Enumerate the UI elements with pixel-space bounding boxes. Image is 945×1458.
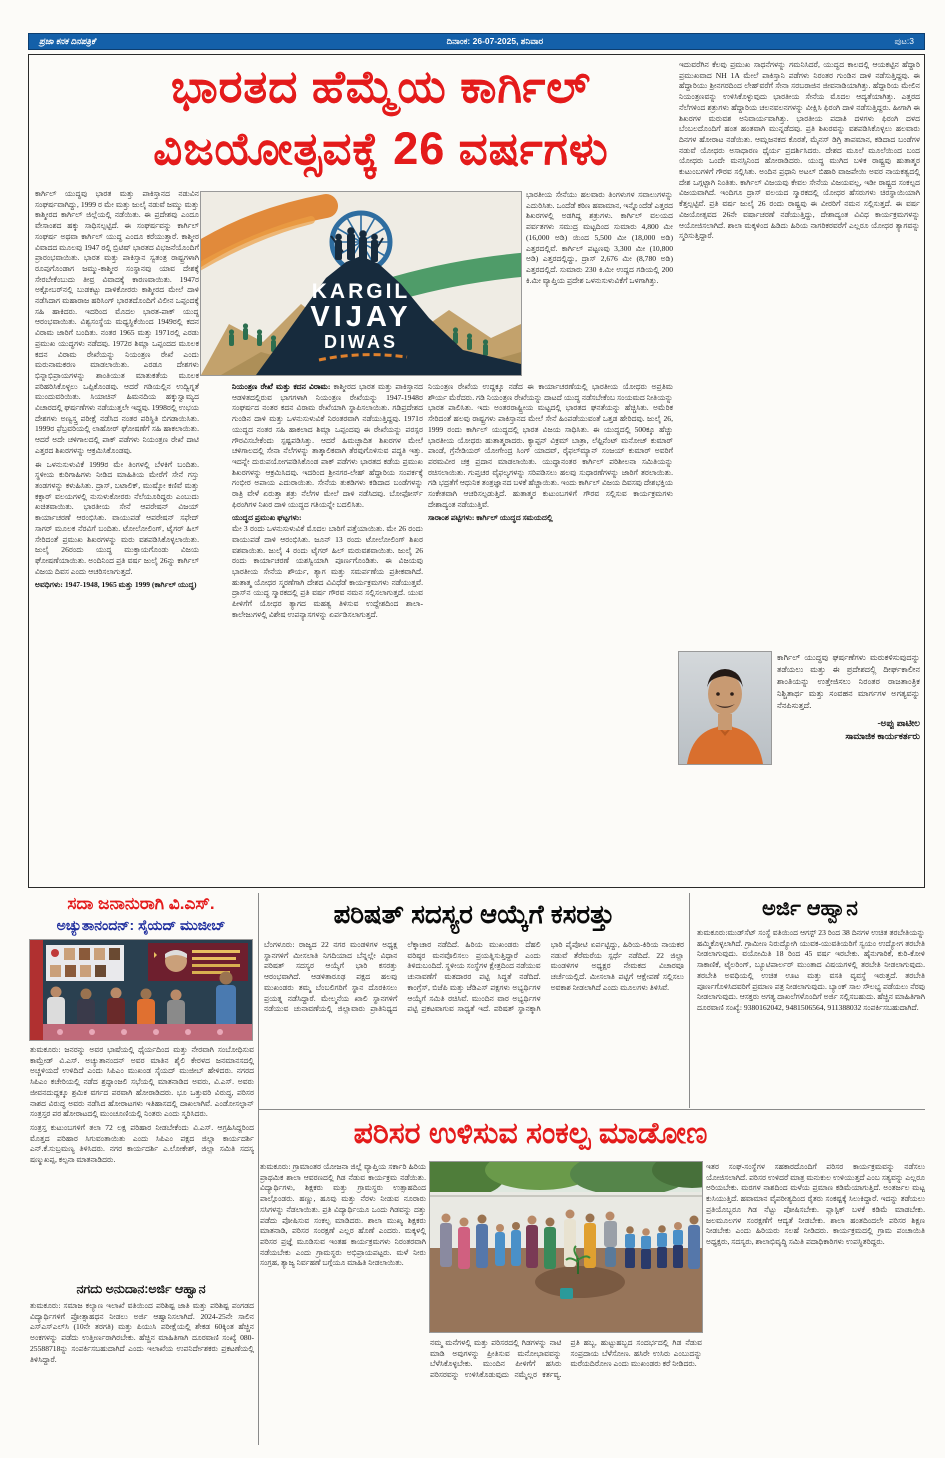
main-col4: [679, 60, 920, 882]
cash-grant-headline: ನಗದು ಅನುದಾನ:ಅರ್ಜಿ ಆಹ್ವಾನ: [76, 1282, 206, 1296]
main-col4-p1: ಇದುವರೆಗಿನ ಕೆಲವು ಪ್ರಮುಖ ಸಾಧನೆಗಳನ್ನು ಗಮನಿಸಿದರೆ, ಯುದ್ಧದ ಕಾಲದಲ್ಲಿ ಆಯಕಟ್ಟಿನ ಹೆದ್ದಾರಿ ಪ್ರಮುಖವಾದ NH 1A ಮೇಲೆ ಪಾಕಿಸ್ತಾನಿ ಪಡೆಗಳು ನಿರಂತರ ಗುಂಡಿನ ದಾಳಿ ನಡೆಸುತ್ತಿದ್ದವು. ಈ ಹೆದ್ದಾರಿಯು ಶ್ರೀನಗರದಿಂದ ಲೇಹ್‌ವರೆಗೆ ಸೇನಾ ಸರಬರಾಜಿನ ಜೀವನಾಡಿಯಾಗಿತ್ತು. ಹೆದ್ದಾರಿಯ ಮೇಲಿನ ನಿಯಂತ್ರಣವನ್ನು ಉಳಿಸಿಕೊಳ್ಳುವುದು ಭಾರತೀಯ ಸೇನೆಯ ಮೊದಲ ಆದ್ಯತೆಯಾಗಿತ್ತು. ಎತ್ತರದ ನೆಲೆಗಳಿಂದ ಶತ್ರುಗಳು ಹೆದ್ದಾರಿಯ ಚಲನವಲನಗಳನ್ನು ವೀಕ್ಷಿಸಿ ಫಿರಂಗಿ ದಾಳಿ ನಡೆಸುತ್ತಿದ್ದರು. ಹೀಗಾಗಿ ಈ ಶಿಖರಗಳ ಮರುವಶ ಅನಿವಾರ್ಯವಾಗಿತ್ತು. ಭಾರತೀಯ ಪದಾತಿ ದಳಗಳು ಫಿರಂಗಿ ದಳದ ಬೆಂಬಲದೊಂದಿಗೆ ಹಂತ ಹಂತವಾಗಿ ಮುನ್ನಡೆದವು. ಪ್ರತಿ ಶಿಖರವನ್ನು ವಶಪಡಿಸಿಕೊಳ್ಳಲು ಹಲವಾರು ದಿನಗಳ ಹೋರಾಟ ನಡೆಯಿತು. ಆಮ್ಲಜನಕದ ಕೊರತೆ, ಮೈನಸ್ ಡಿಗ್ರಿ ತಾಪಮಾನ, ಕಡಿದಾದ ಬಂಡೆಗಳ ನಡುವೆ ಯೋಧರು ಅಸಾಧಾರಣ ಧೈರ್ಯ ಪ್ರದರ್ಶಿಸಿದರು. ದೇಶದ ಮೂಲೆ ಮೂಲೆಯಿಂದ ಬಂದ ಯೋಧರು ಒಂದೇ ಮನಸ್ಸಿನಿಂದ ಹೋರಾಡಿದರು. ಯುದ್ಧ ಮುಗಿದ ಬಳಿಕ ರಾಷ್ಟ್ರವು ಹುತಾತ್ಮರ ಕುಟುಂಬಗಳಿಗೆ ಗೌರವ ಸಲ್ಲಿಸಿತು. ಅಂದಿನ ಪ್ರಧಾನಿ ಅಟಲ್ ಬಿಹಾರಿ ವಾಜಪೇಯಿ ಅವರ ನಾಯಕತ್ವದಲ್ಲಿ ದೇಶ ಒಗ್ಗಟ್ಟಾಗಿ ನಿಂತಿತು. ಕಾರ್ಗಿಲ್ ವಿಜಯವು ಕೇವಲ ಸೇನೆಯ ವಿಜಯವಲ್ಲ, ಇಡೀ ರಾಷ್ಟ್ರದ ಸಂಕಲ್ಪದ ವಿಜಯವಾಗಿದೆ. ಇಂದಿಗೂ ದ್ರಾಸ್ ವಲಯದ ಸ್ಮಾರಕದಲ್ಲಿ ಯೋಧರ ಹೆಸರುಗಳು ಚಿರಸ್ಥಾಯಿಯಾಗಿ ಕೆತ್ತಲ್ಪಟ್ಟಿವೆ. ಪ್ರತಿ ವರ್ಷ ಜುಲೈ 26 ರಂದು ರಾಷ್ಟ್ರವು ಈ ವೀರರಿಗೆ ನಮನ ಸಲ್ಲಿಸುತ್ತದೆ. ಈ ವರ್ಷ ವಿಜಯೋತ್ಸವದ 26ನೇ ವರ್ಷಾಚರಣೆ ನಡೆಯುತ್ತಿದ್ದು, ದೇಶಾದ್ಯಂತ ವಿವಿಧ ಕಾರ್ಯಕ್ರಮಗಳನ್ನು ಆಯೋಜಿಸಲಾಗಿದೆ. ಶಾಲಾ ಮಕ್ಕಳಿಂದ ಹಿಡಿದು ಹಿರಿಯ ನಾಗರಿಕರವರೆಗೆ ಎಲ್ಲರೂ ಯೋಧರ ತ್ಯಾಗವನ್ನು ಸ್ಮರಿಸುತ್ತಿದ್ದಾರೆ.: [679, 60, 920, 241]
main-col1-p1: ಕಾರ್ಗಿಲ್ ಯುದ್ಧವು ಭಾರತ ಮತ್ತು ಪಾಕಿಸ್ತಾನದ ನಡುವಿನ ಸಂಘರ್ಷವಾಗಿದ್ದು, 1999 ರ ಮೇ ಮತ್ತು ಜುಲೈ ನಡುವೆ ಜಮ್ಮು ಮತ್ತು ಕಾಶ್ಮೀರದ ಕಾರ್ಗಿಲ್ ಜಿಲ್ಲೆಯಲ್ಲಿ ನಡೆಯಿತು. ಈ ಪ್ರದೇಶವು ಎಂದೂ ವೇಸಾಂಶದ ಹಕ್ಕು ಸಾಧಿಸಲ್ಪಟ್ಟಿದೆ. ಈ ಸಂಘರ್ಷವನ್ನು ಕಾರ್ಗಿಲ್ ಸಂಘರ್ಷ ಅಥವಾ ಕಾರ್ಗಿಲ್ ಯುದ್ಧ ಎಂದೂ ಕರೆಯುತ್ತಾರೆ. ಕಾಶ್ಮೀರ ವಿವಾದದ ಮೂಲವು 1947 ರಲ್ಲಿ ಬ್ರಿಟಿಷ್ ಭಾರತದ ವಿಭಜನೆಯೊಂದಿಗೆ ಪ್ರಾರಂಭವಾಯಿತು. ಭಾರತ ಮತ್ತು ಪಾಕಿಸ್ತಾನ ಸ್ವತಂತ್ರ ರಾಷ್ಟ್ರಗಳಾಗಿ ರೂಪುಗೊಂಡಾಗ ಜಮ್ಮು-ಕಾಶ್ಮೀರ ಸಂಸ್ಥಾನವು ಯಾವ ದೇಶಕ್ಕೆ ಸೇರಬೇಕೆಂಬುದು ತೀವ್ರ ವಿವಾದಕ್ಕೆ ಕಾರಣವಾಯಿತು. 1947ರ ಅಕ್ಟೋಬರ್‌ನಲ್ಲಿ ಬುಡಕಟ್ಟು ದಾಳಿಕೋರರು ಕಾಶ್ಮೀರದ ಮೇಲೆ ದಾಳಿ ನಡೆಸಿದಾಗ ಮಹಾರಾಜ ಹರಿಸಿಂಗ್ ಭಾರತದೊಂದಿಗೆ ವಿಲೀನ ಒಪ್ಪಂದಕ್ಕೆ ಸಹಿ ಹಾಕಿದರು. ಇದರಿಂದ ಮೊದಲ ಭಾರತ-ಪಾಕ್ ಯುದ್ಧ ಆರಂಭವಾಯಿತು. ವಿಶ್ವಸಂಸ್ಥೆಯ ಮಧ್ಯಸ್ಥಿಕೆಯಿಂದ 1949ರಲ್ಲಿ ಕದನ ವಿರಾಮ ಜಾರಿಗೆ ಬಂದಿತು. ನಂತರ 1965 ಮತ್ತು 1971ರಲ್ಲಿ ಎರಡು ಪ್ರಮುಖ ಯುದ್ಧಗಳು ನಡೆದವು. 1972ರ ಶಿಮ್ಲಾ ಒಪ್ಪಂದದ ಮೂಲಕ ಕದನ ವಿರಾಮ ರೇಖೆಯನ್ನು ನಿಯಂತ್ರಣ ರೇಖೆ ಎಂದು ಮರುನಾಮಕರಣ ಮಾಡಲಾಯಿತು. ಎರಡೂ ದೇಶಗಳು ಭಿನ್ನಾಭಿಪ್ರಾಯಗಳನ್ನು ಶಾಂತಿಯುತ ಮಾತುಕತೆಯ ಮೂಲಕ ಪರಿಹರಿಸಿಕೊಳ್ಳಲು ಒಪ್ಪಿಕೊಂಡವು. ಆದರೆ ಗಡಿಯಲ್ಲಿನ ಉದ್ವಿಗ್ನತೆ ಮುಂದುವರಿಯಿತು. ಸಿಯಾಚಿನ್ ಹಿಮನದಿಯ ಹಕ್ಕುಸ್ವಾಮ್ಯದ ವಿಚಾರದಲ್ಲಿ ಘರ್ಷಣೆಗಳು ನಡೆಯುತ್ತಲೇ ಇದ್ದವು. 1998ರಲ್ಲಿ ಉಭಯ ದೇಶಗಳು ಅಣ್ವಸ್ತ್ರ ಪರೀಕ್ಷೆ ನಡೆಸಿದ ನಂತರ ಪರಿಸ್ಥಿತಿ ಬಿಗಡಾಯಿಸಿತು. 1999ರ ಫೆಬ್ರವರಿಯಲ್ಲಿ ಲಾಹೋರ್ ಘೋಷಣೆಗೆ ಸಹಿ ಹಾಕಲಾಯಿತು. ಆದರೆ ಅದೇ ಚಳಿಗಾಲದಲ್ಲಿ ಪಾಕ್ ಪಡೆಗಳು ನಿಯಂತ್ರಣ ರೇಖೆ ದಾಟಿ ಎತ್ತರದ ಶಿಖರಗಳನ್ನು ಆಕ್ರಮಿಸಿಕೊಂಡವು.: [35, 189, 199, 455]
tree-planting-photo: [430, 1162, 702, 1332]
main-col2-lead: ನಿಯಂತ್ರಣ ರೇಖೆ ಮತ್ತು ಕದನ ವಿರಾಮ:: [232, 382, 331, 391]
author-portrait-photo: [679, 652, 771, 764]
vijay-word: VIJAY: [310, 301, 412, 333]
page-number: ಪುಟ:3: [894, 36, 914, 46]
parisara-headline: ಪರಿಸರ ಉಳಿಸುವ ಸಂಕಲ್ಪ ಮಾಡೋಣ: [353, 1117, 708, 1150]
water-bucket: [560, 1288, 573, 1299]
main-col2-p2: ಮೇ 3 ರಂದು ಒಳನುಸುಳುವಿಕೆ ಮೊದಲ ಬಾರಿಗೆ ಪತ್ತೆಯಾಯಿತು. ಮೇ 26 ರಂದು ವಾಯುಪಡೆ ದಾಳಿ ಆರಂಭಿಸಿತು. ಜೂನ್ 13 ರಂದು ಟೋಲೋಲಿಂಗ್ ಶಿಖರ ವಶವಾಯಿತು. ಜುಲೈ 4 ರಂದು ಟೈಗರ್ ಹಿಲ್ ಮರುವಶವಾಯಿತು. ಜುಲೈ 26 ರಂದು ಕಾರ್ಯಾಚರಣೆ ಯಶಸ್ವಿಯಾಗಿ ಪೂರ್ಣಗೊಂಡಿತು. ಈ ವಿಜಯವು ಭಾರತೀಯ ಸೇನೆಯ ಶೌರ್ಯ, ತ್ಯಾಗ ಮತ್ತು ಸಮರ್ಪಣೆಯ ಪ್ರತೀಕವಾಗಿದೆ. ಹುತಾತ್ಮ ಯೋಧರ ಸ್ಮರಣೆಗಾಗಿ ದೇಶದ ವಿವಿಧೆಡೆ ಕಾರ್ಯಕ್ರಮಗಳು ನಡೆಯುತ್ತವೆ. ದ್ರಾಸ್‌ನ ಯುದ್ಧ ಸ್ಮಾರಕದಲ್ಲಿ ಪ್ರತಿ ವರ್ಷ ಗೌರವ ನಮನ ಸಲ್ಲಿಸಲಾಗುತ್ತದೆ. ಯುವ ಪೀಳಿಗೆಗೆ ಯೋಧರ ತ್ಯಾಗದ ಮಹತ್ವ ತಿಳಿಸುವ ಉದ್ದೇಶದಿಂದ ಶಾಲಾ-ಕಾಲೇಜುಗಳಲ್ಲಿ ವಿಶೇಷ ಉಪನ್ಯಾಸಗಳನ್ನು ಏರ್ಪಡಿಸಲಾಗುತ್ತದೆ.: [232, 524, 423, 619]
neck: [718, 714, 732, 730]
main-col4-p2: ಕಾರ್ಗಿಲ್ ಯುದ್ಧವು ಘರ್ಷಣೆಗಳು ಮರುಕಳಿಸುವುದನ್ನು ತಡೆಯಲು ಮತ್ತು ಈ ಪ್ರದೇಶದಲ್ಲಿ ದೀರ್ಘಕಾಲೀನ ಶಾಂತಿಯನ್ನು ಉತ್ತೇಜಿಸಲು ನಿರಂತರ ರಾಜತಾಂತ್ರಿಕ ನಿಶ್ಚಿತಾರ್ಥ ಮತ್ತು ಸಂವಹನ ಮಾರ್ಗಗಳ ಅಗತ್ಯವನ್ನು ನೆನಪಿಸುತ್ತದೆ.: [777, 653, 920, 710]
parishat-body: ಬೆಂಗಳೂರು: ರಾಜ್ಯದ 22 ನಗರ ಮಂಡಳಿಗಳ ಅಧ್ಯಕ್ಷ ಸ್ಥಾನಗಳಿಗೆ ಮೀಸಲಾತಿ ನಿಗದಿಯಾದ ಬೆನ್ನಲ್ಲೇ ವಿಧಾನ ಪರಿಷತ್ ಸದಸ್ಯರ ಆಯ್ಕೆಗೆ ಭಾರಿ ಕಸರತ್ತು ಆರಂಭವಾಗಿದೆ. ಆಡಳಿತಾರೂಢ ಪಕ್ಷದ ಹಲವು ಮುಖಂಡರು ತಮ್ಮ ಬೆಂಬಲಿಗರಿಗೆ ಸ್ಥಾನ ದೊರಕಿಸಲು ಪ್ರಯತ್ನ ನಡೆಸಿದ್ದಾರೆ. ಮೇಲ್ಮನೆಯ ಖಾಲಿ ಸ್ಥಾನಗಳಿಗೆ ನಡೆಯುವ ಚುನಾವಣೆಯಲ್ಲಿ ಜಿಲ್ಲಾವಾರು ಪ್ರಾತಿನಿಧ್ಯದ ಲೆಕ್ಕಾಚಾರ ನಡೆದಿದೆ. ಹಿರಿಯ ಮುಖಂಡರು ದೆಹಲಿ ವರಿಷ್ಠರ ಮನವೊಲಿಸಲು ಪ್ರಯತ್ನಿಸುತ್ತಿದ್ದಾರೆ ಎಂದು ತಿಳಿದುಬಂದಿದೆ. ಸ್ಥಳೀಯ ಸಂಸ್ಥೆಗಳ ಕ್ಷೇತ್ರದಿಂದ ನಡೆಯುವ ಚುನಾವಣೆಗೆ ಮತದಾರರ ಪಟ್ಟಿ ಸಿದ್ಧತೆ ನಡೆದಿದೆ. ಕಾಂಗ್ರೆಸ್, ಬಿಜೆಪಿ ಮತ್ತು ಜೆಡಿಎಸ್ ಪಕ್ಷಗಳು ಅಭ್ಯರ್ಥಿಗಳ ಆಯ್ಕೆಗೆ ಸಮಿತಿ ರಚಿಸಿವೆ. ಮುಂದಿನ ವಾರ ಅಭ್ಯರ್ಥಿಗಳ ಪಟ್ಟಿ ಪ್ರಕಟವಾಗುವ ಸಾಧ್ಯತೆ ಇದೆ. ಪರಿಷತ್ ಸ್ಥಾನಕ್ಕಾಗಿ ಭಾರಿ ಪೈಪೋಟಿ ಏರ್ಪಟ್ಟಿದ್ದು, ಹಿರಿಯ-ಕಿರಿಯ ನಾಯಕರ ನಡುವೆ ತೆರೆಮರೆಯ ಸ್ಪರ್ಧೆ ನಡೆದಿದೆ. 22 ಜಿಲ್ಲಾ ಮಂಡಳಿಗಳ ಅಧ್ಯಕ್ಷರ ನೇಮಕದ ವಿಚಾರವೂ ಚರ್ಚೆಯಲ್ಲಿದೆ. ಮೀಸಲಾತಿ ಪಟ್ಟಿಗೆ ಆಕ್ಷೇಪಣೆ ಸಲ್ಲಿಸಲು ಅವಕಾಶ ನೀಡಲಾಗಿದೆ ಎಂದು ಮೂಲಗಳು ತಿಳಿಸಿವೆ.: [264, 940, 684, 1014]
main-col1-summary: ಅವಧಿಗಳು: 1947-1948, 1965 ಮತ್ತು 1999 (ಕಾರ್ಗಿಲ್ ಯುದ್ಧ): [35, 580, 197, 590]
author-side-text: [771, 652, 920, 764]
edition-date: ದಿನಾಂಕ: 26-07-2025, ಶನಿವಾರ: [446, 36, 544, 46]
vs-headline-line2: ಅಚ್ಯುತಾನಂದನ್: ಸೈಯದ್ ಮುಜೀಬ್: [56, 917, 226, 933]
main-headline-line1: ಭಾರತದ ಹೆಮ್ಮೆಯ ಕಾರ್ಗಿಲ್: [170, 61, 592, 112]
kargil-artwork: [201, 192, 521, 375]
main-col3top-p1: ಭಾರತೀಯ ಸೇನೆಯು ಹಲವಾರು ತಿಂಗಳುಗಳ ಸವಾಲುಗಳನ್ನು ಎದುರಿಸಿತು. ಒಂದೆಡೆ ಕಠಿಣ ಹವಾಮಾನ, ಇನ್ನೊಂದೆಡೆ ಎತ್ತರದ ಶಿಖರಗಳಲ್ಲಿ ಅಡಗಿದ್ದ ಶತ್ರುಗಳು. ಕಾರ್ಗಿಲ್ ವಲಯದ ಪರ್ವತಗಳು ಸಮುದ್ರ ಮಟ್ಟದಿಂದ ಸುಮಾರು 4,800 ಮೀ (16,000 ಅಡಿ) ಯಿಂದ 5,500 ಮೀ (18,000 ಅಡಿ) ಎತ್ತರದಲ್ಲಿವೆ. ಕಾರ್ಗಿಲ್ ಪಟ್ಟಣವು 3,300 ಮೀ (10,800 ಅಡಿ) ಎತ್ತರದಲ್ಲಿದ್ದು, ದ್ರಾಸ್ 2,676 ಮೀ (8,780 ಅಡಿ) ಎತ್ತರದಲ್ಲಿದೆ. ಸುಮಾರು 230 ಕಿ.ಮೀ ಉದ್ದದ ಗಡಿಯಲ್ಲಿ 200 ಕಿ.ಮೀ ವ್ಯಾಪ್ತಿಯ ಪ್ರದೇಶ ಒಳನುಸುಳುವಿಕೆಗೆ ಒಳಗಾಗಿತ್ತು.: [526, 190, 673, 285]
main-col2-subhead: ಯುದ್ಧದ ಪ್ರಮುಖ ಘಟ್ಟಗಳು:: [232, 513, 302, 523]
left-eye: [716, 692, 720, 696]
main-article: [28, 54, 925, 888]
dug-soil-patch: [535, 1266, 625, 1298]
vs-body: [30, 1045, 254, 1277]
kargil-word: KARGIL: [311, 280, 411, 303]
main-col1-p2: ಈ ಒಳನುಸುಳುವಿಕೆ 1999ರ ಮೇ ತಿಂಗಳಲ್ಲಿ ಬೆಳಕಿಗೆ ಬಂದಿತು. ಸ್ಥಳೀಯ ಕುರಿಗಾಹಿಗಳು ನೀಡಿದ ಮಾಹಿತಿಯ ಮೇರೆಗೆ ಸೇನೆ ಗಸ್ತು ತಂಡಗಳನ್ನು ಕಳುಹಿಸಿತು. ದ್ರಾಸ್, ಬಟಾಲಿಕ್, ಮುಷ್ಕೋ ಕಣಿವೆ ಮತ್ತು ಕಕ್ಸಾರ್ ವಲಯಗಳಲ್ಲಿ ನುಸುಳುಕೋರರು ನೆಲೆಯೂರಿದ್ದರು ಎಂಬುದು ಖಚಿತವಾಯಿತು. ಭಾರತೀಯ ಸೇನೆ ಆಪರೇಷನ್ ವಿಜಯ್ ಕಾರ್ಯಾಚರಣೆ ಆರಂಭಿಸಿತು. ವಾಯುಪಡೆ ಆಪರೇಷನ್ ಸಫೇದ್ ಸಾಗರ್ ಮೂಲಕ ನೆರವಿಗೆ ಬಂದಿತು. ಟೋಲೋಲಿಂಗ್, ಟೈಗರ್ ಹಿಲ್ ಸೇರಿದಂತೆ ಪ್ರಮುಖ ಶಿಖರಗಳನ್ನು ಮರು ವಶಪಡಿಸಿಕೊಳ್ಳಲಾಯಿತು. ಜುಲೈ 26ರಂದು ಯುದ್ಧ ಮುಕ್ತಾಯಗೊಂಡು ವಿಜಯ ಘೋಷಣೆಯಾಯಿತು. ಅಂದಿನಿಂದ ಪ್ರತಿ ವರ್ಷ ಜುಲೈ 26ನ್ನು ಕಾರ್ಗಿಲ್ ವಿಜಯ ದಿವಸ ಎಂದು ಆಚರಿಸಲಾಗುತ್ತದೆ.: [35, 459, 199, 576]
main-col3-p1: ನಿಯಂತ್ರಣ ರೇಖೆಯ ಉದ್ದಕ್ಕೂ ನಡೆದ ಈ ಕಾರ್ಯಾಚರಣೆಯಲ್ಲಿ ಭಾರತೀಯ ಯೋಧರು ಅಪ್ರತಿಮ ಶೌರ್ಯ ಮೆರೆದರು. ಗಡಿ ನಿಯಂತ್ರಣ ರೇಖೆಯನ್ನು ದಾಟದೆ ಯುದ್ಧ ನಡೆಸಬೇಕೆಂಬ ಸಂಯಮದ ನೀತಿಯನ್ನು ಭಾರತ ಪಾಲಿಸಿತು. ಇದು ಅಂತರರಾಷ್ಟ್ರೀಯ ಮಟ್ಟದಲ್ಲಿ ಭಾರತದ ಘನತೆಯನ್ನು ಹೆಚ್ಚಿಸಿತು. ಅಮೆರಿಕ ಸೇರಿದಂತೆ ಹಲವು ರಾಷ್ಟ್ರಗಳು ಪಾಕಿಸ್ತಾನದ ಮೇಲೆ ಸೇನೆ ಹಿಂಪಡೆಯುವಂತೆ ಒತ್ತಡ ಹೇರಿದವು. ಜುಲೈ 26, 1999 ರಂದು ಕಾರ್ಗಿಲ್ ಯುದ್ಧದಲ್ಲಿ ಭಾರತ ವಿಜಯ ಸಾಧಿಸಿತು. ಈ ಯುದ್ಧದಲ್ಲಿ 500ಕ್ಕೂ ಹೆಚ್ಚು ಭಾರತೀಯ ಯೋಧರು ಹುತಾತ್ಮರಾದರು. ಕ್ಯಾಪ್ಟನ್ ವಿಕ್ರಮ್ ಬಾತ್ರಾ, ಲೆಫ್ಟಿನೆಂಟ್ ಮನೋಜ್ ಕುಮಾರ್ ಪಾಂಡೆ, ಗ್ರೆನೇಡಿಯರ್ ಯೋಗೇಂದ್ರ ಸಿಂಗ್ ಯಾದವ್, ರೈಫಲ್‌ಮ್ಯಾನ್ ಸಂಜಯ್ ಕುಮಾರ್ ಅವರಿಗೆ ಪರಮವೀರ ಚಕ್ರ ಪ್ರದಾನ ಮಾಡಲಾಯಿತು. ಯುದ್ಧಾನಂತರ ಕಾರ್ಗಿಲ್ ಪರಿಶೀಲನಾ ಸಮಿತಿಯನ್ನು ರಚಿಸಲಾಯಿತು. ಗುಪ್ತಚರ ವೈಫಲ್ಯಗಳನ್ನು ಸರಿಪಡಿಸಲು ಹಲವು ಸುಧಾರಣೆಗಳನ್ನು ಜಾರಿಗೆ ತರಲಾಯಿತು. ಗಡಿ ಭದ್ರತೆಗೆ ಆಧುನಿಕ ತಂತ್ರಜ್ಞಾನದ ಬಳಕೆ ಹೆಚ್ಚಾಯಿತು. ಇಂದು ಕಾರ್ಗಿಲ್ ವಿಜಯ ದಿವಸವು ದೇಶಭಕ್ತಿಯ ಸಂಕೇತವಾಗಿ ಆಚರಿಸಲ್ಪಡುತ್ತಿದೆ. ಹುತಾತ್ಮರ ಕುಟುಂಬಗಳಿಗೆ ಗೌರವ ಸಲ್ಲಿಸುವ ಕಾರ್ಯಕ್ರಮಗಳು ದೇಶಾದ್ಯಂತ ನಡೆಯುತ್ತಿವೆ.: [428, 382, 673, 509]
vs-body-p2: ಸಂತ್ರಸ್ತ ಕುಟುಂಬಗಳಿಗೆ ತಲಾ 72 ಲಕ್ಷ ಪರಿಹಾರ ನೀಡಬೇಕೆಂದು ವಿ.ಎಸ್. ಆಗ್ರಹಿಸಿದ್ದರಿಂದ ಮೊತ್ತದ ಪರಿಹಾರ ಸಿಗುವಂತಾಯಿತು ಎಂದು ಸಿಪಿಎಂ ಪಕ್ಷದ ಜಿಲ್ಲಾ ಕಾರ್ಯದರ್ಶಿ ಎನ್.ಕೆ.ಸುಬ್ರಮಣ್ಯ ತಿಳಿಸಿದರು. ನಗರ ಕಾರ್ಯದರ್ಶಿ ಎ.ಲೋಕೇಶ್, ಜಿಲ್ಲಾ ಸಮಿತಿ ಸದಸ್ಯ ಷಣ್ಮುಖಪ್ಪ, ಕಲ್ಪನಾ ಮಾತನಾಡಿದರು.: [30, 1122, 254, 1165]
vs-body-p1: ತುಮಕೂರು: ಜನರನ್ನು ಅವರ ಭಾಷೆಯಲ್ಲಿ ಧೈರ್ಯದಿಂದ ಮತ್ತು ನೇರವಾಗಿ ಸಂಬೋಧಿಸುವ ಕಾಮ್ರೇಡ್ ವಿ.ಎಸ್. ಅಚ್ಯುತಾನಂದನ್ ಅವರ ಮಾತಿನ ಶೈಲಿ ಕೇರಳದ ಜನಮಾನಸದಲ್ಲಿ ಅಚ್ಚಳಿಯದೆ ಉಳಿದಿದೆ ಎಂದು ಸಿಪಿಎಂ ಮುಖಂಡ ಸೈಯದ್ ಮುಜೀಬ್ ಹೇಳಿದರು. ನಗರದ ಸಿಪಿಎಂ ಕಚೇರಿಯಲ್ಲಿ ನಡೆದ ಶ್ರದ್ಧಾಂಜಲಿ ಸಭೆಯಲ್ಲಿ ಮಾತನಾಡಿದ ಅವರು, ವಿ.ಎಸ್. ಅವರು ಜೀವನದುದ್ದಕ್ಕೂ ಶ್ರಮಿಕ ವರ್ಗದ ಪರವಾಗಿ ಹೋರಾಡಿದರು. ಭೂ ಒತ್ತುವರಿ ವಿರುದ್ಧ, ಪರಿಸರ ನಾಶದ ವಿರುದ್ಧ ಅವರು ನಡೆಸಿದ ಹೋರಾಟಗಳು ಇತಿಹಾಸದಲ್ಲಿ ದಾಖಲಾಗಿವೆ. ಎಂಡೋಸಲ್ಫಾನ್ ಸಂತ್ರಸ್ತರ ಪರ ಹೋರಾಟದಲ್ಲಿ ಮುಂಚೂಣಿಯಲ್ಲಿ ನಿಂತರು ಎಂದು ಸ್ಮರಿಸಿದರು.: [30, 1045, 254, 1119]
event-photo-illustration: [30, 940, 252, 1040]
main-col2: [232, 382, 423, 881]
kargil-vijay-diwas-image: [201, 192, 521, 375]
main-col3: [428, 382, 673, 881]
vertical-divider-right: [689, 893, 690, 1108]
main-col3-top: [526, 190, 673, 378]
arji-headline: ಅರ್ಜಿ ಆಹ್ವಾನ: [762, 897, 858, 920]
main-col3-summary: ಸಾರಾಂಶ ಪಟ್ಟಿಗಳು: ಕಾರ್ಗಿಲ್ ಯುದ್ಧದ ಸಮಯದಲ್ಲಿ: [428, 513, 553, 523]
vs-headline-line1: ಸದಾ ಜನಾನುರಾಗಿ ವಿ.ಎಸ್.: [67, 894, 215, 913]
kargil-title-text: [310, 280, 411, 352]
author-block: [679, 652, 920, 764]
horizontal-divider: [258, 1109, 925, 1110]
author-signature: -ಅಪ್ಪು ಪಾಟೀಲ: [877, 718, 920, 728]
vertical-divider-left: [258, 893, 259, 1445]
right-eye: [730, 692, 734, 696]
masthead-bar: [28, 33, 925, 50]
diwas-word: DIWAS: [323, 332, 399, 352]
parisara-left-col: ತುಮಕೂರು: ಗ್ರಾಮಾಂತರ ಯೋಜನಾ ಜಿಲ್ಲೆ ವ್ಯಾಪ್ತಿಯ ಸರ್ಕಾರಿ ಹಿರಿಯ ಪ್ರಾಥಮಿಕ ಶಾಲಾ ಆವರಣದಲ್ಲಿ ಗಿಡ ನೆಡುವ ಕಾರ್ಯಕ್ರಮ ನಡೆಯಿತು. ವಿದ್ಯಾರ್ಥಿಗಳು, ಶಿಕ್ಷಕರು ಮತ್ತು ಗ್ರಾಮಸ್ಥರು ಉತ್ಸಾಹದಿಂದ ಪಾಲ್ಗೊಂಡರು. ಹಣ್ಣು, ಹೂವು ಮತ್ತು ನೆರಳು ನೀಡುವ ನೂರಾರು ಸಸಿಗಳನ್ನು ನೆಡಲಾಯಿತು. ಪ್ರತಿ ವಿದ್ಯಾರ್ಥಿಯೂ ಒಂದು ಗಿಡವನ್ನು ದತ್ತು ಪಡೆದು ಪೋಷಿಸುವ ಸಂಕಲ್ಪ ಮಾಡಿದರು. ಶಾಲಾ ಮುಖ್ಯ ಶಿಕ್ಷಕರು ಮಾತನಾಡಿ, ಪರಿಸರ ಸಂರಕ್ಷಣೆ ಎಲ್ಲರ ಹೊಣೆ ಎಂದರು. ಮಕ್ಕಳಲ್ಲಿ ಪರಿಸರ ಪ್ರಜ್ಞೆ ಮೂಡಿಸುವ ಇಂತಹ ಕಾರ್ಯಕ್ರಮಗಳು ನಿರಂತರವಾಗಿ ನಡೆಯಬೇಕು ಎಂದು ಗ್ರಾಮಸ್ಥರು ಅಭಿಪ್ರಾಯಪಟ್ಟರು. ಮಳೆ ನೀರು ಸಂಗ್ರಹ, ತ್ಯಾಜ್ಯ ನಿರ್ವಹಣೆ ಬಗ್ಗೆಯೂ ಮಾಹಿತಿ ನೀಡಲಾಯಿತು.: [260, 1162, 426, 1268]
tree-photo-illustration: [430, 1162, 702, 1332]
maroon-banner: [148, 943, 248, 981]
vs-event-photo: [30, 940, 252, 1040]
main-col1: [35, 189, 199, 881]
parisara-below-photo: ನಮ್ಮ ಮನೆಗಳಲ್ಲಿ ಮತ್ತು ಪರಿಸರದಲ್ಲಿ ಗಿಡಗಳನ್ನು ನಾಟಿ ಮಾಡಿ ಅವುಗಳನ್ನು ಪ್ರೀತಿಸುವ ಮನೋಭಾವವನ್ನು ಬೆಳೆಸಿಕೊಳ್ಳಬೇಕು. ಮುಂದಿನ ಪೀಳಿಗೆಗೆ ಹಸಿರು ಪರಿಸರವನ್ನು ಉಳಿಸಿಕೊಡುವುದು ನಮ್ಮೆಲ್ಲರ ಕರ್ತವ್ಯ. ಪ್ರತಿ ಹಬ್ಬ, ಹುಟ್ಟುಹಬ್ಬದ ಸಂದರ್ಭದಲ್ಲಿ ಗಿಡ ನೆಡುವ ಸಂಪ್ರದಾಯ ಬೆಳೆಸೋಣ. ಹಸಿರೇ ಉಸಿರು ಎಂಬುದನ್ನು ಮರೆಯದಿರೋಣ ಎಂದು ಮುಖಂಡರು ಕರೆ ನೀಡಿದರು.: [430, 1338, 702, 1380]
main-headline-line2: ವಿಜಯೋತ್ಸವಕ್ಕೆ 26 ವರ್ಷಗಳು: [153, 123, 609, 174]
newspaper-brand: ಪ್ರಜಾ ಕನಕ ದಿನಪತ್ರಿಕೆ: [39, 36, 96, 46]
parisara-right-col: ಇತರ ಸಂಘ-ಸಂಸ್ಥೆಗಳ ಸಹಕಾರದೊಂದಿಗೆ ಪರಿಸರ ಕಾರ್ಯಕ್ರಮವನ್ನು ನಡೆಸಲು ಯೋಜಿಸಲಾಗಿದೆ. ಪರಿಸರ ಉಳಿದರೆ ಮಾತ್ರ ಮನುಕುಲ ಉಳಿಯುತ್ತದೆ ಎಂಬ ಸತ್ಯವನ್ನು ಎಲ್ಲರೂ ಅರಿಯಬೇಕು. ಮರಗಳ ನಾಶದಿಂದ ಮಳೆಯ ಪ್ರಮಾಣ ಕಡಿಮೆಯಾಗುತ್ತಿದೆ. ಅಂತರ್ಜಲ ಮಟ್ಟ ಕುಸಿಯುತ್ತಿದೆ. ಹವಾಮಾನ ವೈಪರೀತ್ಯದಿಂದ ರೈತರು ಸಂಕಷ್ಟಕ್ಕೆ ಸಿಲುಕಿದ್ದಾರೆ. ಇದನ್ನು ತಡೆಯಲು ಪ್ರತಿಯೊಬ್ಬರೂ ಗಿಡ ನೆಟ್ಟು ಪೋಷಿಸಬೇಕು. ಪ್ಲಾಸ್ಟಿಕ್ ಬಳಕೆ ಕಡಿಮೆ ಮಾಡಬೇಕು. ಜಲಮೂಲಗಳ ಸಂರಕ್ಷಣೆಗೆ ಆದ್ಯತೆ ನೀಡಬೇಕು. ಶಾಲಾ ಹಂತದಿಂದಲೇ ಪರಿಸರ ಶಿಕ್ಷಣ ನೀಡಬೇಕು ಎಂದು ಹಿರಿಯರು ಸಲಹೆ ನೀಡಿದರು. ಕಾರ್ಯಕ್ರಮದಲ್ಲಿ ಗ್ರಾಮ ಪಂಚಾಯಿತಿ ಅಧ್ಯಕ್ಷರು, ಸದಸ್ಯರು, ಶಾಲಾಭಿವೃದ್ಧಿ ಸಮಿತಿ ಪದಾಧಿಕಾರಿಗಳು ಉಪಸ್ಥಿತರಿದ್ದರು.: [706, 1162, 925, 1246]
author-designation: ಸಾಮಾಜಿಕ ಕಾರ್ಯಕರ್ತರು: [845, 730, 920, 741]
portrait-illustration: [679, 652, 771, 764]
main-col2-p1: ಕಾಶ್ಮೀರದ ಭಾರತ ಮತ್ತು ಪಾಕಿಸ್ತಾನದ ಆಡಳಿತದಲ್ಲಿರುವ ಭಾಗಗಳಾಗಿ ನಿಯಂತ್ರಣ ರೇಖೆಯನ್ನು 1947-1948ರ ಸಂಘರ್ಷದ ನಂತರ ಕದನ ವಿರಾಮ ರೇಖೆಯಾಗಿ ಸ್ಥಾಪಿಸಲಾಯಿತು. ಗಡಿಪ್ರದೇಶದ ಗುಂಡಿನ ದಾಳಿ ಮತ್ತು ಒಳನುಸುಳುವಿಕೆ ನಿರಂತರವಾಗಿ ನಡೆಯುತ್ತಿದ್ದವು. 1971ರ ಯುದ್ಧದ ನಂತರ ಸಹಿ ಹಾಕಲಾದ ಶಿಮ್ಲಾ ಒಪ್ಪಂದವು ಈ ರೇಖೆಯನ್ನು ಪರಸ್ಪರ ಗೌರವಿಸಬೇಕೆಂದು ಸ್ಪಷ್ಟಪಡಿಸಿತ್ತು. ಆದರೆ ಹಿಮಚ್ಛಾದಿತ ಶಿಖರಗಳ ಮೇಲೆ ಚಳಿಗಾಲದಲ್ಲಿ ಸೇನಾ ನೆಲೆಗಳನ್ನು ತಾತ್ಕಾಲಿಕವಾಗಿ ತೆರವುಗೊಳಿಸುವ ಪದ್ಧತಿ ಇತ್ತು. ಇದನ್ನೇ ದುರುಪಯೋಗಪಡಿಸಿಕೊಂಡ ಪಾಕ್ ಪಡೆಗಳು ಭಾರತದ ಕಡೆಯ ಪ್ರಮುಖ ಶಿಖರಗಳನ್ನು ಆಕ್ರಮಿಸಿದವು. ಇದರಿಂದ ಶ್ರೀನಗರ-ಲೇಹ್ ಹೆದ್ದಾರಿಯ ಸಂಪರ್ಕಕ್ಕೆ ಗಂಭೀರ ಅಪಾಯ ಎದುರಾಯಿತು. ಸೇನೆಯ ತುಕಡಿಗಳು ಕಡಿದಾದ ಬಂಡೆಗಳನ್ನು ರಾತ್ರಿ ವೇಳೆ ಏರುತ್ತಾ ಶತ್ರು ನೆಲೆಗಳ ಮೇಲೆ ದಾಳಿ ನಡೆಸಿದವು. ಬೋಫೋರ್ಸ್ ಫಿರಂಗಿಗಳ ನಿಖರ ದಾಳಿ ಯುದ್ಧದ ಗತಿಯನ್ನೇ ಬದಲಿಸಿತು.: [232, 382, 423, 509]
red-curtain-band: [30, 940, 43, 1040]
cash-grant-body: ತುಮಕೂರು: ಸಮಾಜ ಕಲ್ಯಾಣ ಇಲಾಖೆ ವತಿಯಿಂದ ಪರಿಶಿಷ್ಟ ಜಾತಿ ಮತ್ತು ಪರಿಶಿಷ್ಟ ಪಂಗಡದ ವಿದ್ಯಾರ್ಥಿಗಳಿಗೆ ಪ್ರೋತ್ಸಾಹಧನ ನೀಡಲು ಅರ್ಜಿ ಆಹ್ವಾನಿಸಲಾಗಿದೆ. 2024-25ನೇ ಸಾಲಿನ ಎಸ್‌ಎಸ್‌ಎಲ್‌ಸಿ (10ನೇ ತರಗತಿ) ಮತ್ತು ಪಿಯುಸಿ ಪರೀಕ್ಷೆಯಲ್ಲಿ ಶೇಕಡ 60ಕ್ಕಿಂತ ಹೆಚ್ಚಿನ ಅಂಕಗಳನ್ನು ಪಡೆದು ಉತ್ತೀರ್ಣರಾಗಿರಬೇಕು. ಹೆಚ್ಚಿನ ಮಾಹಿತಿಗಾಗಿ ದೂರವಾಣಿ ಸಂಖ್ಯೆ 080-25588718ನ್ನು ಸಂಪರ್ಕಿಸಬಹುದಾಗಿದೆ ಎಂದು ಇಲಾಖೆಯ ಉಪನಿರ್ದೇಶಕರು ಪ್ರಕಟಣೆಯಲ್ಲಿ ತಿಳಿಸಿದ್ದಾರೆ.: [30, 1301, 254, 1364]
parishat-headline: ಪರಿಷತ್ ಸದಸ್ಯರ ಆಯ್ಕೆಗೆ ಕಸರತ್ತು: [333, 899, 615, 929]
arji-body: ತುಮಕೂರು:ಮುಡ್‌ಸೆಟ್ ಸಂಸ್ಥೆ ವತಿಯಿಂದ ಆಗಸ್ಟ್ 23 ರಿಂದ 38 ದಿನಗಳ ಉಚಿತ ತರಬೇತಿಯನ್ನು ಹಮ್ಮಿಕೊಳ್ಳಲಾಗಿದೆ. ಗ್ರಾಮೀಣ ನಿರುದ್ಯೋಗಿ ಯುವಕ-ಯುವತಿಯರಿಗೆ ಸ್ವಯಂ ಉದ್ಯೋಗ ತರಬೇತಿ ನೀಡಲಾಗುವುದು. ವಯೋಮಿತಿ 18 ರಿಂದ 45 ವರ್ಷ ಇರಬೇಕು. ಹೈನುಗಾರಿಕೆ, ಕುರಿ-ಕೋಳಿ ಸಾಕಾಣಿಕೆ, ಟೈಲರಿಂಗ್, ಬ್ಯೂಟಿಪಾರ್ಲರ್ ಮುಂತಾದ ವಿಷಯಗಳಲ್ಲಿ ತರಬೇತಿ ನೀಡಲಾಗುವುದು. ತರಬೇತಿ ಅವಧಿಯಲ್ಲಿ ಉಚಿತ ಊಟ ಮತ್ತು ವಸತಿ ವ್ಯವಸ್ಥೆ ಇರುತ್ತದೆ. ತರಬೇತಿ ಪೂರ್ಣಗೊಳಿಸಿದವರಿಗೆ ಪ್ರಮಾಣ ಪತ್ರ ನೀಡಲಾಗುವುದು. ಬ್ಯಾಂಕ್ ಸಾಲ ಸೌಲಭ್ಯ ಪಡೆಯಲು ನೆರವು ನೀಡಲಾಗುವುದು. ಆಸಕ್ತರು ಅಗತ್ಯ ದಾಖಲೆಗಳೊಂದಿಗೆ ಅರ್ಜಿ ಸಲ್ಲಿಸಬಹುದು. ಹೆಚ್ಚಿನ ಮಾಹಿತಿಗಾಗಿ ದೂರವಾಣಿ ಸಂಖ್ಯೆ: 9380162042, 9481506564, 911388032 ಸಂಪರ್ಕಿಸಬಹುದಾಗಿದೆ.: [697, 928, 925, 1012]
